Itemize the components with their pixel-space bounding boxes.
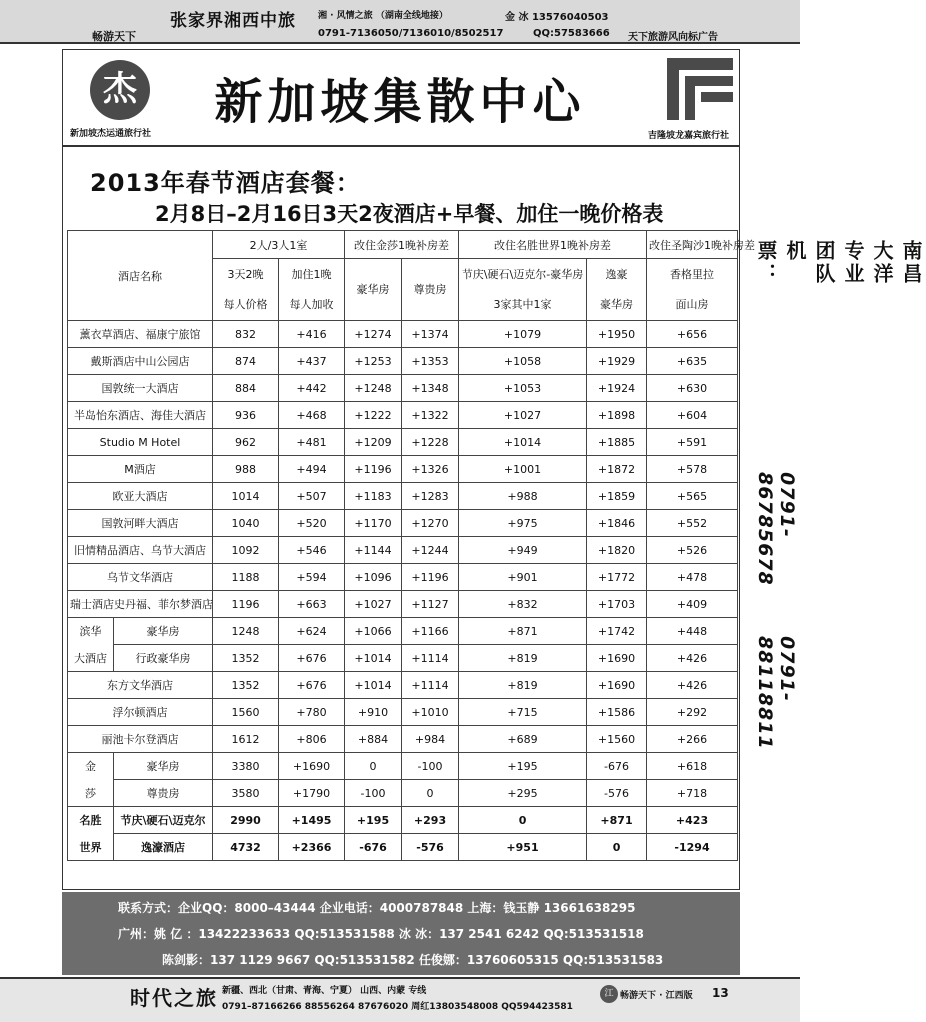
price-cell: +832 (459, 591, 587, 618)
hotel-group-label: 滨华 (68, 618, 114, 645)
side-ad-phone-1: 0791-86785678 (754, 472, 798, 586)
price-cell: +984 (402, 726, 459, 753)
price-cell: +1872 (587, 456, 647, 483)
banner-phones: 0791-7136050/7136010/8502517 (318, 28, 504, 39)
price-cell: +1228 (402, 429, 459, 456)
price-cell: +526 (647, 537, 738, 564)
hotel-name: 戴斯酒店中山公园店 (68, 348, 213, 375)
price-cell: +1326 (402, 456, 459, 483)
price-cell: +1846 (587, 510, 647, 537)
price-cell: +2366 (279, 834, 345, 861)
price-cell: +910 (345, 699, 402, 726)
price-cell: +1560 (587, 726, 647, 753)
price-cell: +656 (647, 321, 738, 348)
price-cell: +1283 (402, 483, 459, 510)
table-row (68, 645, 738, 672)
price-cell: +604 (647, 402, 738, 429)
hotel-name: 旧情精品酒店、乌节大酒店 (68, 537, 213, 564)
column-header: 3天2晚 每人价格 (213, 259, 279, 321)
price-cell: +1772 (587, 564, 647, 591)
table-row (68, 672, 738, 699)
price-cell: 1352 (213, 672, 279, 699)
agency-right: 吉隆坡龙嘉宾旅行社 (648, 131, 730, 141)
table-row (68, 834, 738, 861)
price-cell: 0 (459, 807, 587, 834)
price-cell: 936 (213, 402, 279, 429)
price-cell: 832 (213, 321, 279, 348)
price-cell: +507 (279, 483, 345, 510)
footer (0, 977, 800, 1022)
hotel-name: 丽池卡尔登酒店 (68, 726, 213, 753)
price-cell: +426 (647, 672, 738, 699)
jiangxi-badge-icon: 江 (600, 985, 618, 1003)
price-cell: 1612 (213, 726, 279, 753)
price-cell: 1196 (213, 591, 279, 618)
price-cell: +975 (459, 510, 587, 537)
banner-contact: 金 冰 13576040503 (505, 12, 609, 23)
price-cell: +1495 (279, 807, 345, 834)
price-cell: +1274 (345, 321, 402, 348)
column-header: 香格里拉 面山房 (647, 259, 738, 321)
price-cell: 0 (587, 834, 647, 861)
hotel-group-label: 名胜 (68, 807, 114, 834)
price-cell: +292 (647, 699, 738, 726)
price-cell: +1690 (279, 753, 345, 780)
price-cell: +1014 (459, 429, 587, 456)
price-cell: +871 (587, 807, 647, 834)
table-row (68, 456, 738, 483)
price-cell: +1586 (587, 699, 647, 726)
table-row (68, 429, 738, 456)
hotel-name: M酒店 (68, 456, 213, 483)
top-banner (0, 0, 800, 44)
table-row (68, 483, 738, 510)
price-cell: +1183 (345, 483, 402, 510)
hotel-group-label: 金 (68, 753, 114, 780)
room-type: 逸濠酒店 (114, 834, 213, 861)
table-row (68, 321, 738, 348)
price-cell: +630 (647, 375, 738, 402)
price-cell: +195 (459, 753, 587, 780)
hotel-name: 国敦统一大酒店 (68, 375, 213, 402)
contact-line-1: 联系方式：企业QQ：8000–43444 企业电话：4000787848 上海：钱玉静 13661638295 (118, 901, 636, 915)
price-cell: -676 (345, 834, 402, 861)
price-cell: +884 (345, 726, 402, 753)
table-row (68, 699, 738, 726)
price-cell: +1196 (402, 564, 459, 591)
column-group-header: 改住名胜世界1晚补房差 (459, 231, 647, 259)
column-header: 尊贵房 (402, 259, 459, 321)
price-cell: +819 (459, 645, 587, 672)
banner-qq: QQ:57583666 (533, 28, 610, 39)
price-cell: +1170 (345, 510, 402, 537)
hotel-name: 瑞士酒店史丹福、菲尔梦酒店 (68, 591, 213, 618)
price-cell: +1114 (402, 672, 459, 699)
room-type: 尊贵房 (114, 780, 213, 807)
hotel-group-label: 大酒店 (68, 645, 114, 672)
price-cell: +988 (459, 483, 587, 510)
price-cell: +676 (279, 645, 345, 672)
price-cell: +1222 (345, 402, 402, 429)
price-cell: +1127 (402, 591, 459, 618)
banner-tagline: 湘 · 风情之旅 （湖南全线地接） (318, 11, 448, 21)
price-cell: +1253 (345, 348, 402, 375)
price-cell: +481 (279, 429, 345, 456)
hotel-name: 东方文华酒店 (68, 672, 213, 699)
price-cell: +1144 (345, 537, 402, 564)
price-cell: +901 (459, 564, 587, 591)
table-row (68, 753, 738, 780)
room-type: 行政豪华房 (114, 645, 213, 672)
price-cell: +663 (279, 591, 345, 618)
footer-routes: 新疆、西北（甘肃、青海、宁夏） 山西、内蒙 专线 (222, 986, 427, 996)
price-cell: +1079 (459, 321, 587, 348)
table-row (68, 618, 738, 645)
price-cell: 0 (402, 780, 459, 807)
price-cell: +494 (279, 456, 345, 483)
price-cell: -576 (587, 780, 647, 807)
price-cell: 1188 (213, 564, 279, 591)
price-cell: +715 (459, 699, 587, 726)
header-divider (62, 145, 740, 147)
table-row (68, 510, 738, 537)
f-logo-icon (665, 56, 735, 122)
price-cell: 1248 (213, 618, 279, 645)
price-cell: 1560 (213, 699, 279, 726)
price-cell: +1950 (587, 321, 647, 348)
price-cell: +1066 (345, 618, 402, 645)
price-cell: +1196 (345, 456, 402, 483)
price-cell: -100 (402, 753, 459, 780)
price-cell: +578 (647, 456, 738, 483)
price-cell: +1053 (459, 375, 587, 402)
price-cell: 1352 (213, 645, 279, 672)
contact-line-3: 陈剑影：137 1129 9667 QQ:513531582 任俊娜：13760605315 QQ:513531583 (162, 953, 664, 967)
table-row (68, 537, 738, 564)
room-type: 豪华房 (114, 618, 213, 645)
price-cell: +618 (647, 753, 738, 780)
price-cell: +1924 (587, 375, 647, 402)
table-row (68, 780, 738, 807)
price-cell: +266 (647, 726, 738, 753)
price-cell: +1058 (459, 348, 587, 375)
price-cell: +1001 (459, 456, 587, 483)
subtitle-package: 2013年春节酒店套餐： (90, 169, 361, 197)
hotel-name: 乌节文华酒店 (68, 564, 213, 591)
agency-left: 新加坡杰运通旅行社 (70, 129, 152, 139)
page-number: 13 (712, 986, 729, 1000)
subtitle-dates: 2月8日–2月16日3天2夜酒店+早餐、加住一晚价格表 (155, 202, 664, 226)
price-cell: -576 (402, 834, 459, 861)
price-cell: 3580 (213, 780, 279, 807)
price-cell: -100 (345, 780, 402, 807)
price-cell: 962 (213, 429, 279, 456)
jie-logo-icon: 杰 (90, 60, 150, 120)
hotel-group-label: 世界 (68, 834, 114, 861)
price-cell: +1353 (402, 348, 459, 375)
table-row (68, 348, 738, 375)
price-cell: +448 (647, 618, 738, 645)
price-cell: 1014 (213, 483, 279, 510)
price-cell: +1374 (402, 321, 459, 348)
price-cell: +426 (647, 645, 738, 672)
price-cell: +676 (279, 672, 345, 699)
price-cell: +1820 (587, 537, 647, 564)
table-row (68, 591, 738, 618)
price-cell: +1096 (345, 564, 402, 591)
page-title: 新加坡集散中心 (214, 74, 586, 130)
table-row (68, 564, 738, 591)
price-cell: 988 (213, 456, 279, 483)
price-cell: +1244 (402, 537, 459, 564)
hotel-name: 浮尔顿酒店 (68, 699, 213, 726)
price-cell: +1014 (345, 645, 402, 672)
hotel-name: Studio M Hotel (68, 429, 213, 456)
price-cell: +780 (279, 699, 345, 726)
banner-left-slogan: 畅游天下 (92, 30, 136, 43)
table-row (68, 807, 738, 834)
price-cell: +1703 (587, 591, 647, 618)
column-group-header: 改住金莎1晚补房差 (345, 231, 459, 259)
column-group-header: 改住圣陶沙1晚补房差 (647, 231, 738, 259)
side-ad-phone-2: 0791-88118811 (754, 636, 798, 750)
banner-right-slogan: 天下旅游风向标广告 (628, 32, 718, 43)
price-cell: +416 (279, 321, 345, 348)
price-cell: +806 (279, 726, 345, 753)
hotel-name: 薰衣草酒店、福康宁旅馆 (68, 321, 213, 348)
price-cell: +949 (459, 537, 587, 564)
banner-title: 张家界湘西中旅 (170, 11, 296, 31)
price-cell: +1114 (402, 645, 459, 672)
price-cell: +951 (459, 834, 587, 861)
price-cell: +195 (345, 807, 402, 834)
price-cell: +819 (459, 672, 587, 699)
contact-box (62, 892, 740, 975)
price-cell: +1248 (345, 375, 402, 402)
side-ad-text: 南昌大洋专业团队机票： (754, 240, 923, 286)
hotel-name: 欧亚大酒店 (68, 483, 213, 510)
price-cell: 884 (213, 375, 279, 402)
column-group-header: 2人/3人1室 (213, 231, 345, 259)
column-header: 豪华房 (345, 259, 402, 321)
footer-phones: 0791–87166266 88556264 87676020 周红13803548008 QQ594423581 (222, 1002, 573, 1012)
header-row (68, 231, 738, 259)
price-cell: +1348 (402, 375, 459, 402)
price-cell: +624 (279, 618, 345, 645)
price-table (67, 230, 756, 861)
price-cell: +565 (647, 483, 738, 510)
price-cell: +718 (647, 780, 738, 807)
price-cell: +1010 (402, 699, 459, 726)
price-cell: +442 (279, 375, 345, 402)
column-header: 逸豪 豪华房 (587, 259, 647, 321)
footer-edition: 畅游天下 · 江西版 (620, 991, 693, 1001)
hotel-name: 半岛怡东酒店、海佳大酒店 (68, 402, 213, 429)
column-header: 节庆\硬石\迈克尔-豪华房 3家其中1家 (459, 259, 587, 321)
price-cell: +409 (647, 591, 738, 618)
price-cell: +1166 (402, 618, 459, 645)
price-cell: +437 (279, 348, 345, 375)
price-cell: +1209 (345, 429, 402, 456)
price-cell: 1092 (213, 537, 279, 564)
price-cell: 874 (213, 348, 279, 375)
price-cell: +293 (402, 807, 459, 834)
price-cell: +478 (647, 564, 738, 591)
price-cell: +1885 (587, 429, 647, 456)
table-row (68, 726, 738, 753)
table-row (68, 402, 738, 429)
room-type: 豪华房 (114, 753, 213, 780)
price-cell: +1690 (587, 672, 647, 699)
price-cell: +635 (647, 348, 738, 375)
column-header: 加住1晚 每人加收 (279, 259, 345, 321)
price-cell: 0 (345, 753, 402, 780)
contact-line-2: 广州：姚 亿 ：13422233633 QQ:513531588 冰 冰：137 2541 6242 QQ:513531518 (118, 927, 644, 941)
table-row (68, 375, 738, 402)
price-cell: +689 (459, 726, 587, 753)
price-cell: +1027 (459, 402, 587, 429)
price-cell: +295 (459, 780, 587, 807)
price-cell: +1027 (345, 591, 402, 618)
price-cell: -676 (587, 753, 647, 780)
price-cell: +1742 (587, 618, 647, 645)
price-cell: +871 (459, 618, 587, 645)
hotel-name: 国敦河畔大酒店 (68, 510, 213, 537)
price-cell: +1859 (587, 483, 647, 510)
price-cell: +423 (647, 807, 738, 834)
price-cell: 4732 (213, 834, 279, 861)
price-cell: 1040 (213, 510, 279, 537)
price-cell: +1270 (402, 510, 459, 537)
price-cell: +468 (279, 402, 345, 429)
price-cell: +594 (279, 564, 345, 591)
price-cell: +1690 (587, 645, 647, 672)
column-header-hotel: 酒店名称 (68, 231, 213, 321)
price-cell: +546 (279, 537, 345, 564)
price-cell: +552 (647, 510, 738, 537)
price-cell: 3380 (213, 753, 279, 780)
room-type: 节庆\硬石\迈克尔 (114, 807, 213, 834)
price-cell: +1014 (345, 672, 402, 699)
price-cell: -1294 (647, 834, 738, 861)
price-cell: +1898 (587, 402, 647, 429)
price-cell: 2990 (213, 807, 279, 834)
hotel-group-label: 莎 (68, 780, 114, 807)
footer-brand: 时代之旅 (130, 986, 218, 1010)
price-cell: +520 (279, 510, 345, 537)
price-cell: +591 (647, 429, 738, 456)
price-cell: +1322 (402, 402, 459, 429)
price-cell: +1790 (279, 780, 345, 807)
price-cell: +1929 (587, 348, 647, 375)
